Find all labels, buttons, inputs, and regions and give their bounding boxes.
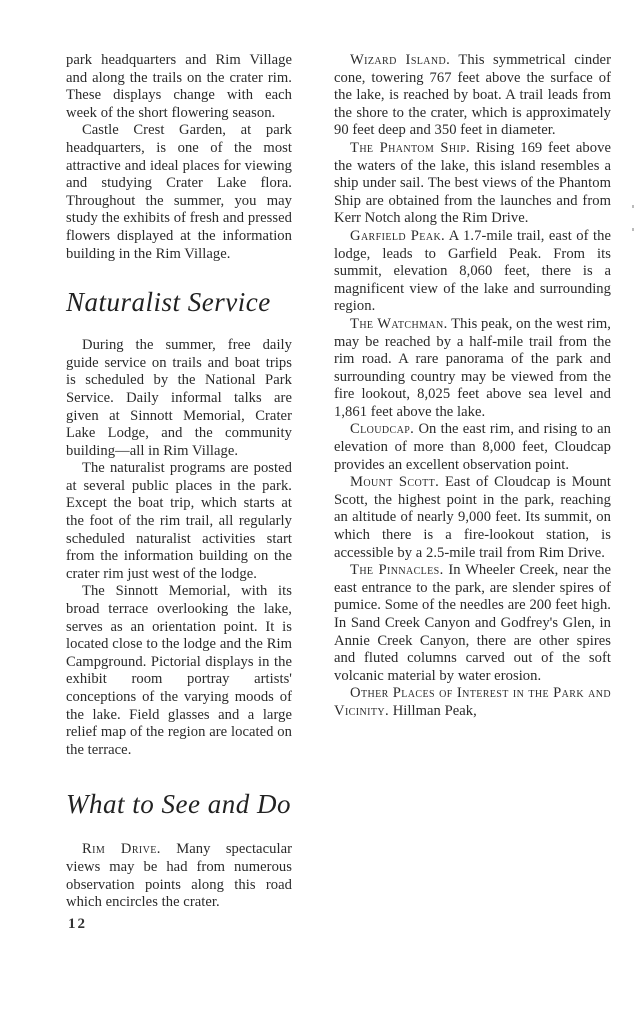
entry-garfield-peak bbox=[334, 228, 611, 316]
entry-mount-scott bbox=[334, 474, 611, 562]
entry-text: On the east rim, and rising to an elevation of more than 8,000 feet, Cloudcap provides an excellent observation point. bbox=[334, 421, 611, 473]
paragraph-castle-crest-garden: Castle Crest Garden, at park headquarters, is one of the most attractive and ideal places for viewing and studying Crater Lake flora. Throughout the summer, you may study the exhibits of fresh and pressed flowers displayed at the information building in the Rim Village. bbox=[66, 122, 292, 262]
paragraph-guide-service: During the summer, free daily guide service on trails and boat trips is scheduled by the National Park Service. Daily informal talks are given at Sinnott Memorial, Crater Lake Lodge, and the community building—all in Rim Village. bbox=[66, 337, 292, 459]
entry-text: In Wheeler Creek, near the east entrance to the park, are slender spires of pumice. Some of the needles are 200 feet high. In Sand Creek Canyon and Godfrey's Glen, in Annie Creek Canyon, there are other spires and fluted columns carved out of the soft volcanic material by water erosion. bbox=[334, 562, 612, 684]
left-column bbox=[66, 52, 292, 912]
entry-wizard-island bbox=[334, 52, 611, 140]
entry-title: Wizard Island. bbox=[350, 52, 451, 68]
page-number: 12 bbox=[68, 916, 87, 932]
entry-text: Rising 169 feet above the waters of the lake, this island resembles a ship under sail. The best views of the Phantom Ship are obtained from the launches and from Kerr Notch along the Rim Drive. bbox=[334, 139, 612, 227]
entry-the-pinnacles bbox=[334, 562, 611, 685]
entry-cloudcap bbox=[334, 421, 611, 474]
entry-other-places bbox=[334, 685, 611, 720]
paragraph-flower-displays: park headquarters and Rim Village and along the trails on the crater rim. These displays change with each week of the short flowering season. bbox=[66, 52, 292, 121]
paragraph-rim-drive bbox=[66, 841, 292, 911]
entry-text: Hillman Peak, bbox=[389, 702, 477, 719]
entry-text-rim-drive: Many spectacular views may be had from numerous observation points along this road which encircles the crater. bbox=[66, 841, 293, 911]
heading-what-to-see-and-do: What to See and Do bbox=[66, 789, 291, 820]
entry-title: The Phantom Ship. bbox=[350, 139, 471, 156]
paragraph-naturalist-programs: The naturalist programs are posted at several public places in the park. Except the boat trip, which starts at the foot of the rim trail, all regularly scheduled naturalist activities start from the information building on the crater rim just west of the lodge. bbox=[66, 460, 292, 582]
entry-title: Other Places of Interest in the Park and Vicinity. bbox=[334, 685, 611, 719]
scan-edge-mark bbox=[632, 228, 634, 231]
entry-the-watchman bbox=[334, 316, 611, 422]
entry-title-rim-drive: Rim Drive. bbox=[82, 841, 161, 858]
entry-title: Cloudcap. bbox=[350, 421, 415, 438]
entry-phantom-ship bbox=[334, 140, 611, 228]
entry-text: East of Cloudcap is Mount Scott, the highest point in the park, reaching an altitude of nearly 9,000 feet. Its summit, on which there is a fire-lookout station, is accessible by a 2.5-mile trail from Rim Drive. bbox=[334, 474, 611, 561]
entry-title: Garfield Peak. bbox=[350, 227, 446, 244]
entry-title: The Pinnacles. bbox=[350, 562, 444, 579]
entry-text: This symmetrical cinder cone, towering 767 feet above the surface of the lake, is reached by boat. A trail leads from the shore to the crater, which is approximately 90 feet deep and 350 feet in diameter. bbox=[334, 52, 611, 139]
heading-naturalist-service: Naturalist Service bbox=[66, 287, 271, 318]
entry-title: Mount Scott. bbox=[350, 474, 440, 491]
entry-text: A 1.7-mile trail, east of the lodge, leads to Garfield Peak. From its summit, elevation 8,060 feet, there is a magnificent view of the lake and surrounding region. bbox=[334, 227, 611, 315]
right-column bbox=[334, 52, 611, 721]
scan-edge-mark bbox=[632, 205, 634, 208]
entry-text: This peak, on the west rim, may be reached by a half-mile trail from the rim road. A rare panorama of the park and surrounding country may be viewed from the fire lookout, 8,025 feet above sea level and 1,861 feet above the lake. bbox=[334, 315, 612, 420]
paragraph-sinnott-memorial: The Sinnott Memorial, with its broad terrace overlooking the lake, serves as an orientation point. It is located close to the lodge and the Rim Campground. Pictorial displays in the exhibit room portray artists' conceptions of the varying moods of the lake. Field glasses and a large relief map of the region are located on the terrace. bbox=[66, 583, 292, 758]
entry-title: The Watchman. bbox=[350, 315, 448, 332]
